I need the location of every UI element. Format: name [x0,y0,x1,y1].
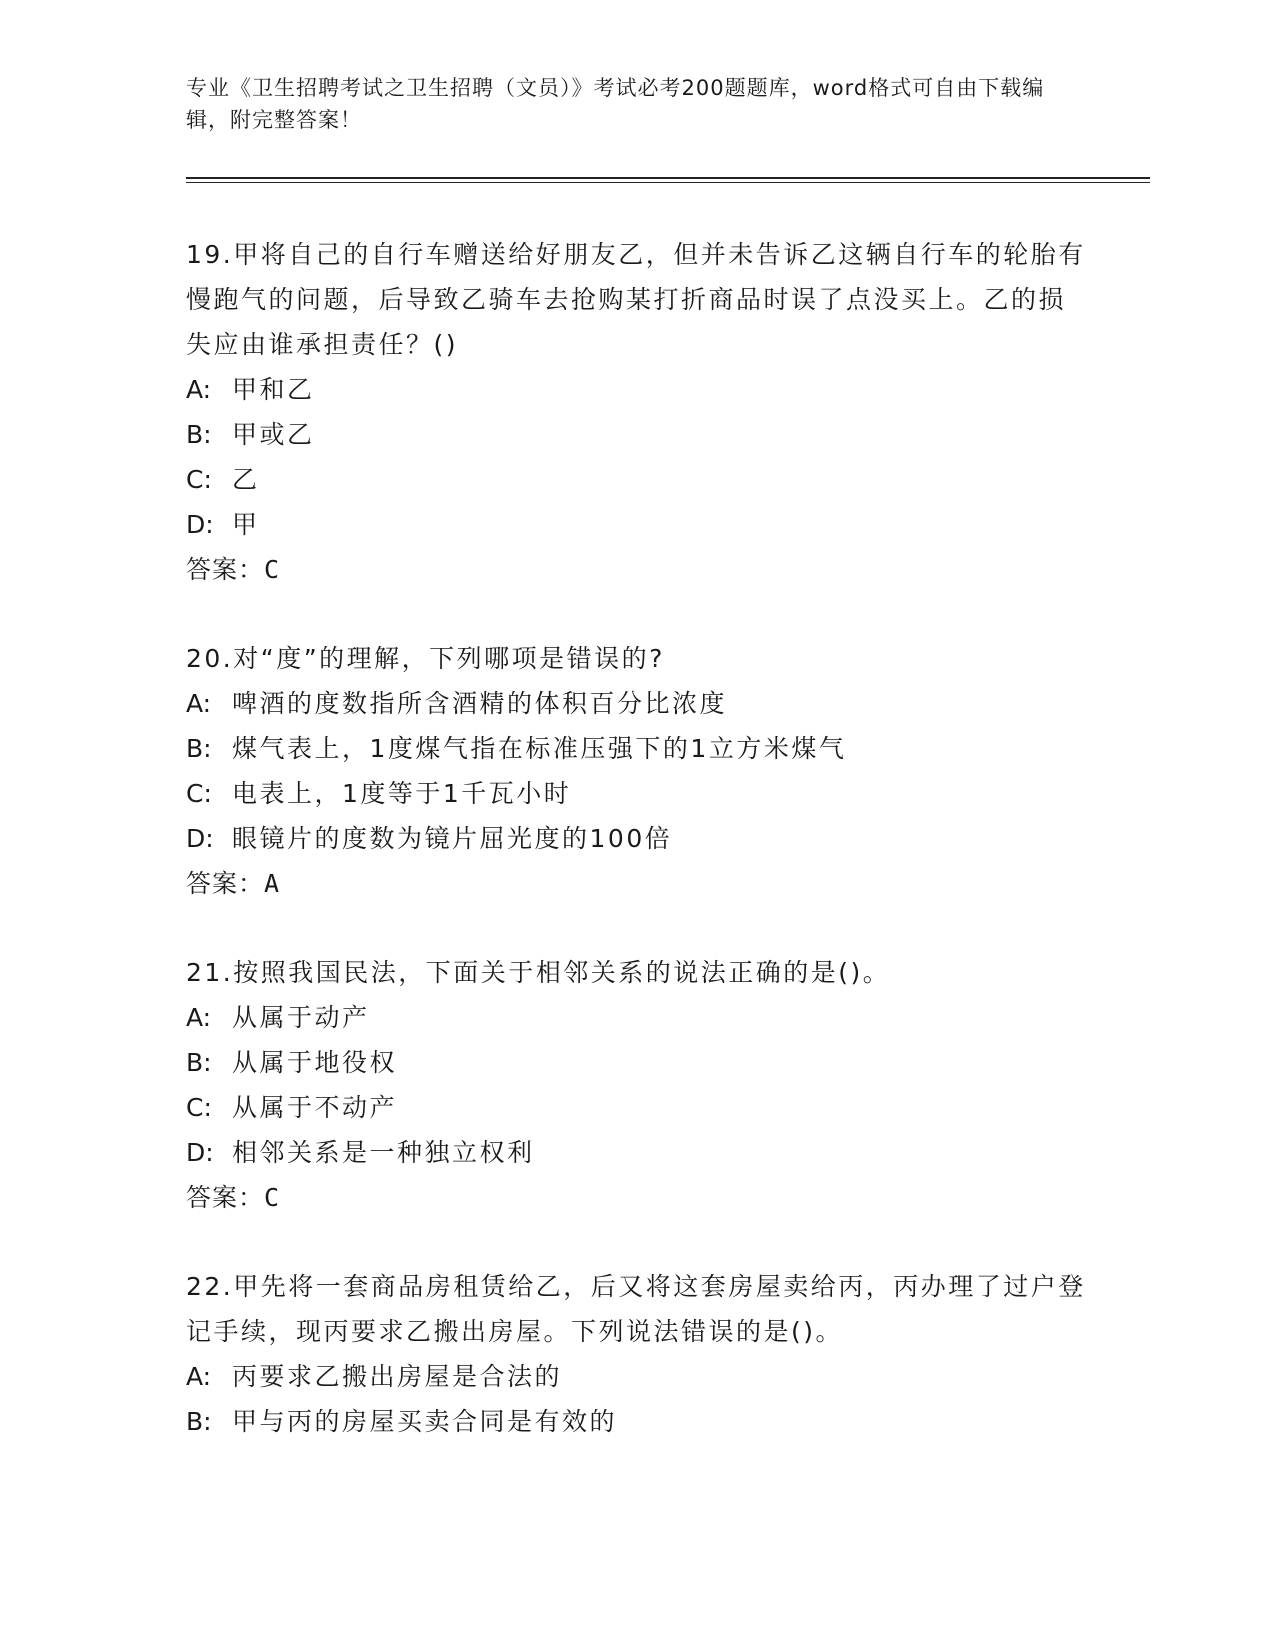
option-letter: D: [186,1138,214,1167]
option-text: 丙要求乙搬出房屋是合法的 [232,1362,563,1391]
option-text: 啤酒的度数指所含酒精的体积百分比浓度 [232,689,728,718]
answer-value: C [264,555,281,584]
question-body: 甲将自己的自行车赠送给好朋友乙，但并未告诉乙这辆自行车的轮胎有慢跑气的问题，后导致乙骑车去抢购某打折商品时误了点没买上。乙的损失应由谁承担责任？() [186,240,1086,359]
question-number: 20. [186,644,234,673]
question-text [186,232,1086,367]
option-d [186,502,1086,547]
option-text: 甲 [232,510,260,539]
option-c [186,457,1086,502]
option-letter: B: [186,1048,212,1077]
option-text: 从属于动产 [232,1003,370,1032]
option-letter: C: [186,779,212,808]
option-letter: C: [186,465,212,494]
question-text [186,636,1086,681]
answer-label: 答案： [186,1183,265,1212]
option-text: 从属于不动产 [232,1093,398,1122]
option-a [186,1354,1086,1399]
answer-value: C [264,1183,281,1212]
option-text: 甲或乙 [232,420,315,449]
question-list [186,232,1086,1488]
question-body: 甲先将一套商品房租赁给乙，后又将这套房屋卖给丙，丙办理了过户登记手续，现丙要求乙搬出房屋。下列说法错误的是()。 [186,1272,1086,1346]
option-letter: C: [186,1093,212,1122]
option-c [186,1085,1086,1130]
option-letter: A: [186,689,212,718]
option-letter: B: [186,420,212,449]
option-text: 相邻关系是一种独立权利 [232,1138,535,1167]
option-a [186,681,1086,726]
option-c [186,771,1086,816]
answer-line [186,1175,1086,1220]
option-text: 甲和乙 [232,375,315,404]
question-body: 对“度”的理解，下列哪项是错误的? [233,644,665,673]
header-rule-thick [186,177,1150,179]
option-text: 眼镜片的度数为镜片屈光度的100倍 [232,824,673,853]
option-text: 从属于地役权 [232,1048,398,1077]
option-b [186,726,1086,771]
option-text: 煤气表上，1度煤气指在标准压强下的1立方米煤气 [232,734,847,763]
option-letter: A: [186,375,212,404]
answer-value: A [264,869,281,898]
header-rule-thin [186,182,1150,183]
option-a [186,367,1086,412]
question-19 [186,232,1086,592]
option-b [186,412,1086,457]
option-letter: A: [186,1362,212,1391]
question-22 [186,1264,1086,1444]
option-b [186,1399,1086,1444]
question-text [186,1264,1086,1354]
document-header: 专业《卫生招聘考试之卫生招聘（文员）》考试必考200题题库，word格式可自由下载编辑，附完整答案！ [186,76,1045,132]
option-a [186,995,1086,1040]
option-text: 甲与丙的房屋买卖合同是有效的 [232,1407,618,1436]
question-number: 19. [186,240,234,269]
question-number: 22. [186,1272,234,1301]
option-d [186,816,1086,861]
option-letter: B: [186,1407,212,1436]
answer-line [186,861,1086,906]
question-21 [186,950,1086,1220]
option-text: 电表上，1度等于1千瓦小时 [232,779,572,808]
option-letter: B: [186,734,212,763]
answer-label: 答案： [186,555,265,584]
answer-line [186,547,1086,592]
option-letter: D: [186,510,214,539]
question-body: 按照我国民法，下面关于相邻关系的说法正确的是()。 [233,958,891,987]
question-number: 21. [186,958,234,987]
question-20 [186,636,1086,906]
answer-label: 答案： [186,869,265,898]
option-d [186,1130,1086,1175]
question-text [186,950,1086,995]
option-text: 乙 [232,465,260,494]
option-letter: A: [186,1003,212,1032]
option-b [186,1040,1086,1085]
option-letter: D: [186,824,214,853]
